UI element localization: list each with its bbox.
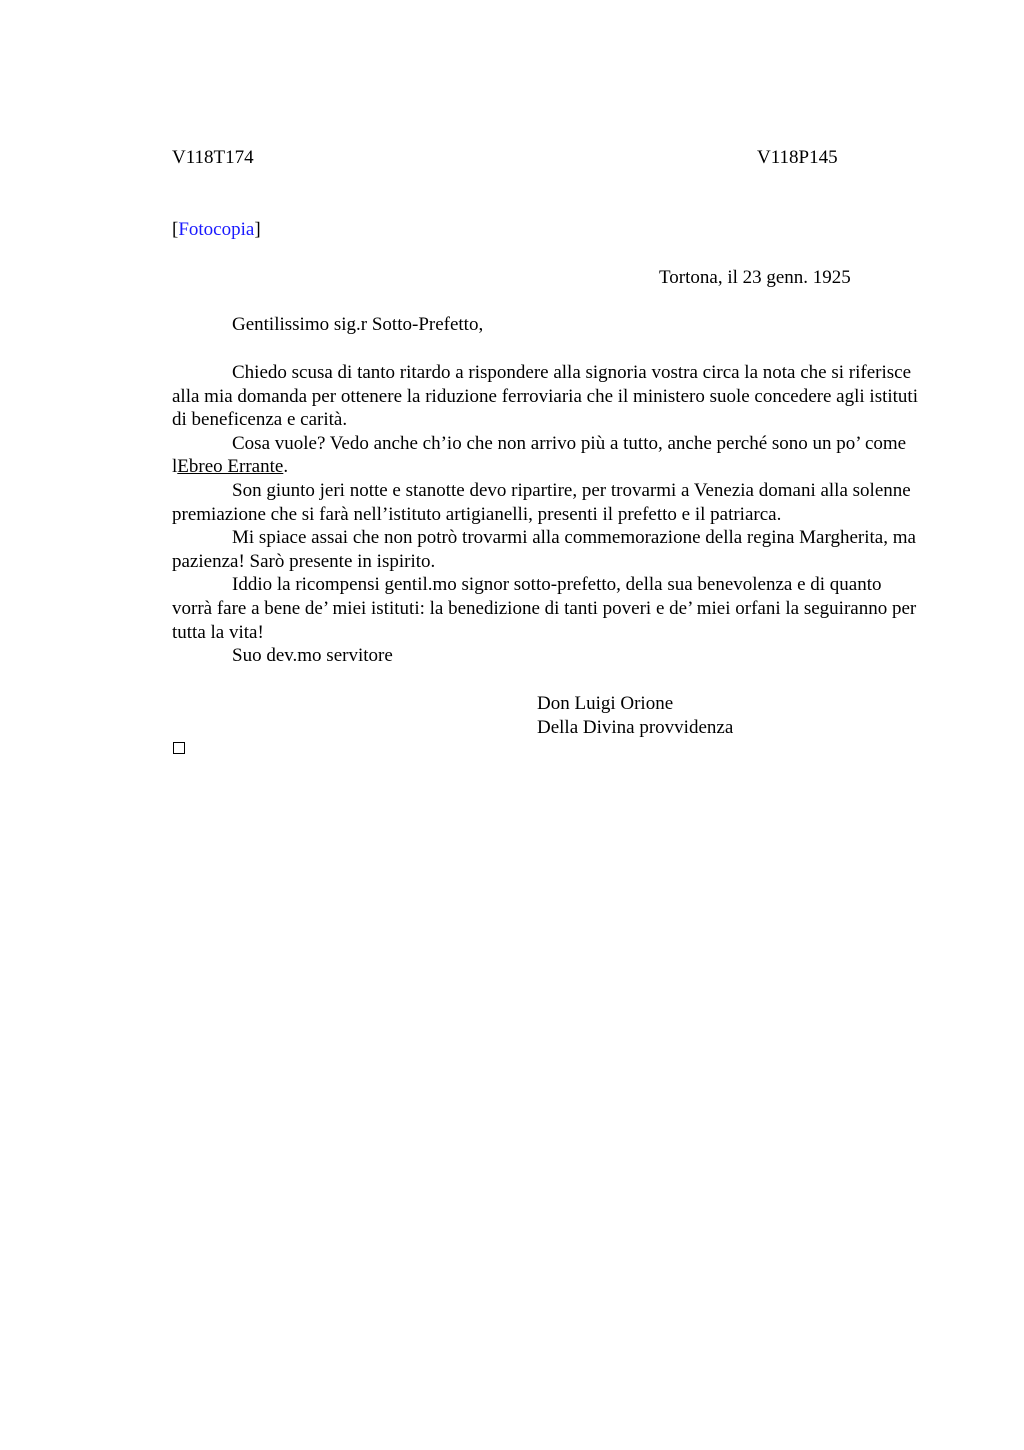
paragraph-1: Chiedo scusa di tanto ritardo a rispondere alla signoria vostra circa la nota che si riferisce alla mia domanda per ottenere la riduzione ferroviaria che il ministero suole concedere agli istituti di beneficenza e carità. [172,362,918,431]
paragraph-5: Iddio la ricompensi gentil.mo signor sotto-prefetto, della sua benevolenza e di quanto vorrà fare a bene de’ miei istituti: la benedizione di tanti poveri e de’ miei orfani la seguiranno per tutta la vita! [172,574,917,643]
paragraph-2 [172,432,924,479]
paragraph-3: Son giunto jeri notte e stanotte devo ripartire, per trovarmi a Venezia domani alla solenne premiazione che si farà nell’istituto artigianelli, presenti il prefetto e il patriarca. [172,479,911,525]
fotocopia-note [172,218,261,242]
document-code-left: V118T174 [172,147,254,168]
end-marker-box [173,742,185,754]
letter-salutation: Gentilissimo sig.r Sotto-Prefetto, [232,314,484,335]
letter-closing: Suo dev.mo servitore [232,645,393,667]
signature-title: Della Divina provvidenza [537,717,734,738]
bracket-open: [ [172,219,179,240]
letter-body [172,361,924,668]
signature-name: Don Luigi Orione [537,693,674,714]
letter-date: Tortona, il 23 genn. 1925 [659,267,851,288]
ebreo-errante-underlined: Ebreo Errante [177,456,284,478]
signature-block [537,692,733,740]
bracket-close: ] [254,219,261,240]
fotocopia-link[interactable]: Fotocopia [178,219,255,240]
paragraph-2-text: Cosa vuole? Vedo anche ch’io che non arrivo più a tutto, anche perché sono un po’ come l [172,432,907,478]
paragraph-4: Mi spiace assai che non potrò trovarmi alla commemorazione della regina Margherita, ma pazienza! Sarò presente in ispirito. [172,527,916,572]
document-code-right: V118P145 [757,147,838,168]
paragraph-2-end: . [283,456,289,478]
